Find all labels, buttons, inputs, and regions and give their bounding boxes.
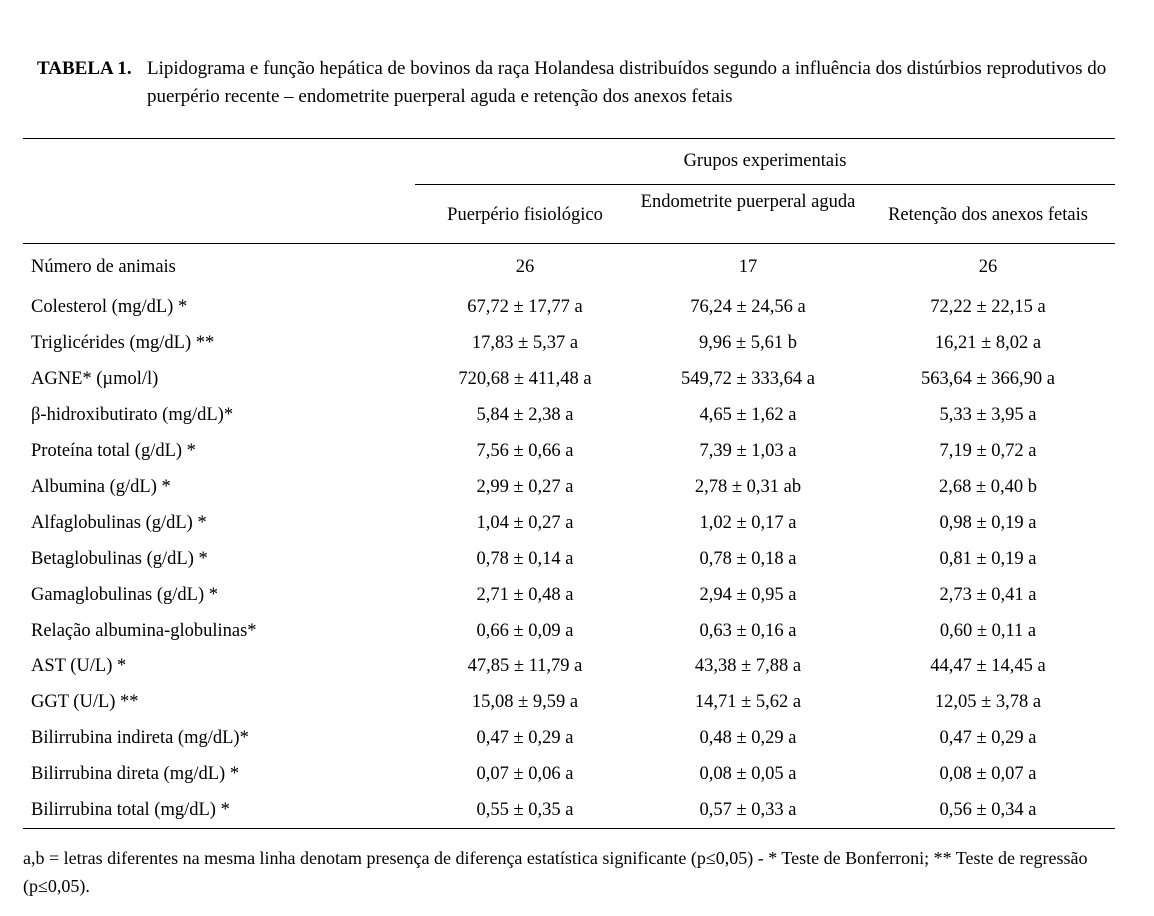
row-value: 72,22 ± 22,15 a [930, 297, 1046, 317]
row-label: AST (U/L) * [31, 656, 127, 676]
column-header-endometrite: Endometrite puerperal aguda [640, 192, 856, 212]
column-header-puerperio: Puerpério fisiológico [447, 205, 603, 225]
row-value: 12,05 ± 3,78 a [934, 692, 1042, 712]
row-value: 0,57 ± 0,33 a [699, 800, 797, 820]
row-value: 26 [515, 257, 535, 277]
row-value: 2,68 ± 0,40 b [938, 477, 1038, 497]
row-value: 17,83 ± 5,37 a [471, 333, 579, 353]
row-value: 0,07 ± 0,06 a [476, 764, 574, 784]
row-value: 0,56 ± 0,34 a [939, 800, 1037, 820]
row-value: 0,47 ± 0,29 a [939, 728, 1037, 748]
top-rule [23, 138, 1115, 139]
row-value: 4,65 ± 1,62 a [699, 405, 797, 425]
row-value: 0,66 ± 0,09 a [476, 621, 574, 641]
row-value: 0,98 ± 0,19 a [939, 513, 1037, 533]
row-value: 26 [978, 257, 998, 277]
row-value: 47,85 ± 11,79 a [467, 656, 583, 676]
row-value: 563,64 ± 366,90 a [921, 369, 1055, 389]
row-label: Número de animais [31, 257, 176, 277]
row-value: 5,84 ± 2,38 a [476, 405, 574, 425]
row-label: Gamaglobulinas (g/dL) * [31, 585, 219, 605]
row-value: 17 [738, 257, 758, 277]
row-value: 720,68 ± 411,48 a [458, 369, 592, 389]
row-value: 0,78 ± 0,14 a [476, 549, 574, 569]
row-value: 0,48 ± 0,29 a [699, 728, 797, 748]
row-value: 0,55 ± 0,35 a [476, 800, 574, 820]
row-value: 16,21 ± 8,02 a [934, 333, 1042, 353]
row-value: 1,04 ± 0,27 a [476, 513, 574, 533]
row-value: 0,08 ± 0,07 a [939, 764, 1037, 784]
row-value: 2,78 ± 0,31 ab [694, 477, 802, 497]
row-value: 7,19 ± 0,72 a [939, 441, 1037, 461]
row-label: Bilirrubina indireta (mg/dL)* [31, 728, 249, 748]
row-value: 67,72 ± 17,77 a [467, 297, 583, 317]
row-label: Relação albumina-globulinas* [31, 621, 257, 641]
row-value: 0,47 ± 0,29 a [476, 728, 574, 748]
row-value: 0,60 ± 0,11 a [939, 621, 1037, 641]
header-bottom-rule [23, 243, 1115, 244]
row-value: 0,78 ± 0,18 a [699, 549, 797, 569]
row-value: 5,33 ± 3,95 a [939, 405, 1037, 425]
row-label: Proteína total (g/dL) * [31, 441, 196, 461]
row-value: 2,71 ± 0,48 a [476, 585, 574, 605]
row-value: 9,96 ± 5,61 b [698, 333, 798, 353]
row-value: 549,72 ± 333,64 a [681, 369, 815, 389]
row-label: Albumina (g/dL) * [31, 477, 171, 497]
row-label: Bilirrubina total (mg/dL) * [31, 800, 230, 820]
row-value: 7,56 ± 0,66 a [476, 441, 574, 461]
row-value: 1,02 ± 0,17 a [699, 513, 797, 533]
column-header-retencao: Retenção dos anexos fetais [888, 205, 1088, 225]
row-label: Bilirrubina direta (mg/dL) * [31, 764, 240, 784]
row-label: AGNE* (µmol/l) [31, 369, 159, 389]
row-value: 14,71 ± 5,62 a [694, 692, 802, 712]
row-value: 76,24 ± 24,56 a [690, 297, 806, 317]
bottom-rule [23, 828, 1115, 829]
row-label: Triglicérides (mg/dL) ** [31, 333, 215, 353]
table-caption-label: TABELA 1. [37, 58, 132, 79]
row-label: Alfaglobulinas (g/dL) * [31, 513, 207, 533]
row-value: 0,63 ± 0,16 a [699, 621, 797, 641]
row-value: 0,81 ± 0,19 a [939, 549, 1037, 569]
row-value: 2,99 ± 0,27 a [476, 477, 574, 497]
row-value: 2,73 ± 0,41 a [939, 585, 1037, 605]
table-caption-text: Lipidograma e função hepática de bovinos da raça Holandesa distribuídos segundo a influência dos distúrbios reprodutivos do puerpério recente – endometrite puerperal aguda e retenção dos anexos fetais [147, 58, 1107, 107]
row-value: 44,47 ± 14,45 a [930, 656, 1046, 676]
row-label: Colesterol (mg/dL) * [31, 297, 188, 317]
row-label: GGT (U/L) ** [31, 692, 139, 712]
row-value: 2,94 ± 0,95 a [699, 585, 797, 605]
row-label: β-hidroxibutirato (mg/dL)* [31, 405, 234, 425]
table-footnote: a,b = letras diferentes na mesma linha denotam presença de diferença estatística significante (p≤0,05) - * Teste de Bonferroni; ** Teste de regressão (p≤0,05). [23, 848, 1088, 896]
row-value: 7,39 ± 1,03 a [699, 441, 797, 461]
row-value: 43,38 ± 7,88 a [694, 656, 802, 676]
group-header-rule [415, 184, 1115, 185]
row-label: Betaglobulinas (g/dL) * [31, 549, 208, 569]
row-value: 15,08 ± 9,59 a [471, 692, 579, 712]
row-value: 0,08 ± 0,05 a [699, 764, 797, 784]
group-header: Grupos experimentais [683, 151, 847, 171]
